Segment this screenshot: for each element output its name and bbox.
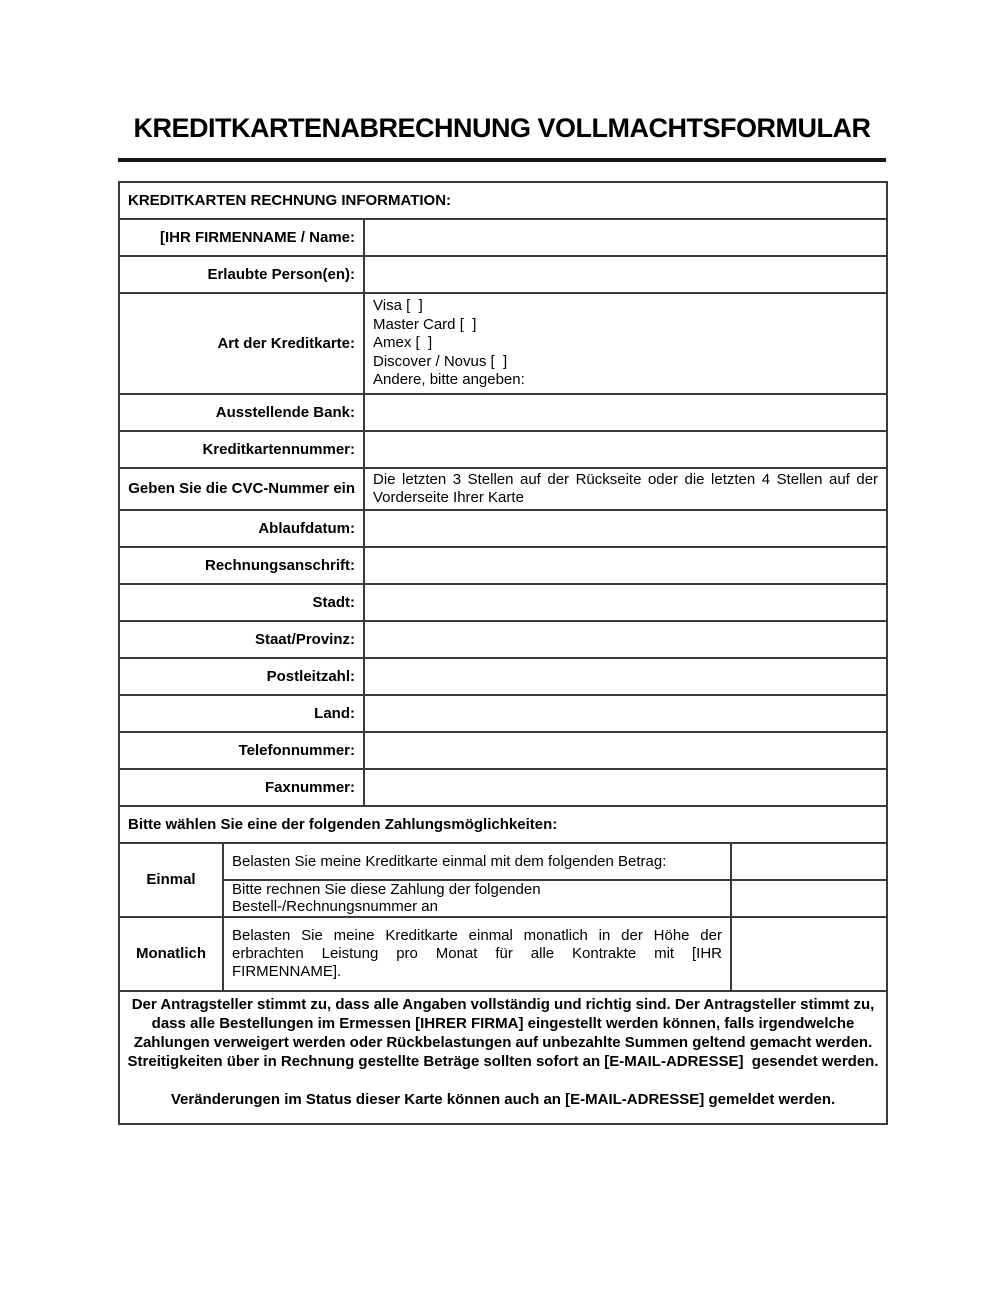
form-row-state-province [119, 621, 887, 658]
payment-section-header: Bitte wählen Sie eine der folgenden Zahlungsmöglichkeiten: [119, 806, 887, 843]
payment-row-once-order [119, 880, 887, 917]
form-row-fax-number [119, 769, 887, 806]
form-row-postal-code [119, 658, 887, 695]
card-option-mastercard[interactable]: Master Card [ ] [373, 315, 477, 333]
payment-desc-once-amount: Belasten Sie meine Kreditkarte einmal mit dem folgenden Betrag: [223, 843, 731, 880]
form-row-company-name [119, 219, 887, 256]
card-option-visa[interactable]: Visa [ ] [373, 297, 423, 315]
field-input-card-type[interactable] [364, 293, 887, 394]
credit-card-form-table [118, 181, 888, 1125]
field-label-billing-address: Rechnungsanschrift: [119, 547, 364, 584]
field-input-postal-code[interactable] [364, 658, 887, 695]
card-option-discover-novus[interactable]: Discover / Novus [ ] [373, 352, 508, 370]
info-section-header-row [119, 182, 887, 219]
form-row-card-type [119, 293, 887, 394]
payment-row-monthly [119, 917, 887, 991]
field-input-expiry-date[interactable] [364, 510, 887, 547]
payment-input-once-amount[interactable] [731, 843, 887, 880]
document-content [118, 112, 886, 1125]
page-title: KREDITKARTENABRECHNUNG VOLLMACHTSFORMULAR [133, 113, 871, 143]
terms-cell [119, 991, 887, 1124]
field-label-city: Stadt: [119, 584, 364, 621]
field-label-phone-number: Telefonnummer: [119, 732, 364, 769]
field-label-expiry-date: Ablaufdatum: [119, 510, 364, 547]
form-row-billing-address [119, 547, 887, 584]
field-input-city[interactable] [364, 584, 887, 621]
payment-row-once-amount [119, 843, 887, 880]
form-row-authorized-persons [119, 256, 887, 293]
form-row-expiry-date [119, 510, 887, 547]
form-row-city [119, 584, 887, 621]
payment-desc-once-order: Bitte rechnen Sie diese Zahlung der folgenden Bestell-/Rechnungsnummer an [223, 880, 731, 917]
form-row-country [119, 695, 887, 732]
card-option-other[interactable]: Andere, bitte angeben: [373, 371, 525, 389]
field-label-cvc: Geben Sie die CVC-Nummer ein [119, 468, 364, 510]
field-label-issuing-bank: Ausstellende Bank: [119, 394, 364, 431]
field-label-state-province: Staat/Provinz: [119, 621, 364, 658]
payment-input-once-order[interactable] [731, 880, 887, 917]
payment-option-monthly-label: Monatlich [119, 917, 223, 991]
terms-paragraph-2: Veränderungen im Status dieser Karte können auch an [E-MAIL-ADRESSE] gemeldet werden. [170, 1091, 836, 1108]
field-label-card-number: Kreditkartennummer: [119, 431, 364, 468]
title-divider [118, 158, 886, 162]
payment-input-monthly[interactable] [731, 917, 887, 991]
terms-row [119, 991, 887, 1124]
field-label-company-name: [IHR FIRMENNAME / Name: [119, 219, 364, 256]
field-input-authorized-persons[interactable] [364, 256, 887, 293]
field-label-fax-number: Faxnummer: [119, 769, 364, 806]
field-input-billing-address[interactable] [364, 547, 887, 584]
field-input-phone-number[interactable] [364, 732, 887, 769]
field-input-card-number[interactable] [364, 431, 887, 468]
cvc-help-text: Die letzten 3 Stellen auf der Rückseite oder die letzten 4 Stellen auf der Vorderseite Ihrer Karte [364, 468, 887, 510]
form-row-phone-number [119, 732, 887, 769]
form-row-cvc [119, 468, 887, 510]
field-label-authorized-persons: Erlaubte Person(en): [119, 256, 364, 293]
form-row-card-number [119, 431, 887, 468]
payment-option-once-label: Einmal [119, 843, 223, 917]
field-input-country[interactable] [364, 695, 887, 732]
field-label-postal-code: Postleitzahl: [119, 658, 364, 695]
payment-section-header-row [119, 806, 887, 843]
info-section-header: KREDITKARTEN RECHNUNG INFORMATION: [119, 182, 887, 219]
field-input-company-name[interactable] [364, 219, 887, 256]
payment-desc-monthly: Belasten Sie meine Kreditkarte einmal monatlich in der Höhe der erbrachten Leistung pro Monat für alle Kontrakte mit [IHR FIRMENNAME]. [223, 917, 731, 991]
field-label-country: Land: [119, 695, 364, 732]
card-option-amex[interactable]: Amex [ ] [373, 334, 433, 352]
field-input-issuing-bank[interactable] [364, 394, 887, 431]
field-input-state-province[interactable] [364, 621, 887, 658]
field-input-fax-number[interactable] [364, 769, 887, 806]
field-label-card-type: Art der Kreditkarte: [119, 293, 364, 394]
terms-paragraph-1: Der Antragsteller stimmt zu, dass alle Angaben vollständig und richtig sind. Der Antragsteller stimmt zu, dass alle Bestellungen im Ermessen [IHRER FIRMA] eingestellt werden können, falls irgendwelche Zahlungen verweigert werden oder Rückbelastungen auf unbezahlte Summen geltend gemacht werden. Streitigkeiten über in Rechnung gestellte Beträge sollten sofort an [E-MAIL-ADRESSE] gesendet werden. [127, 996, 879, 1070]
form-row-issuing-bank [119, 394, 887, 431]
